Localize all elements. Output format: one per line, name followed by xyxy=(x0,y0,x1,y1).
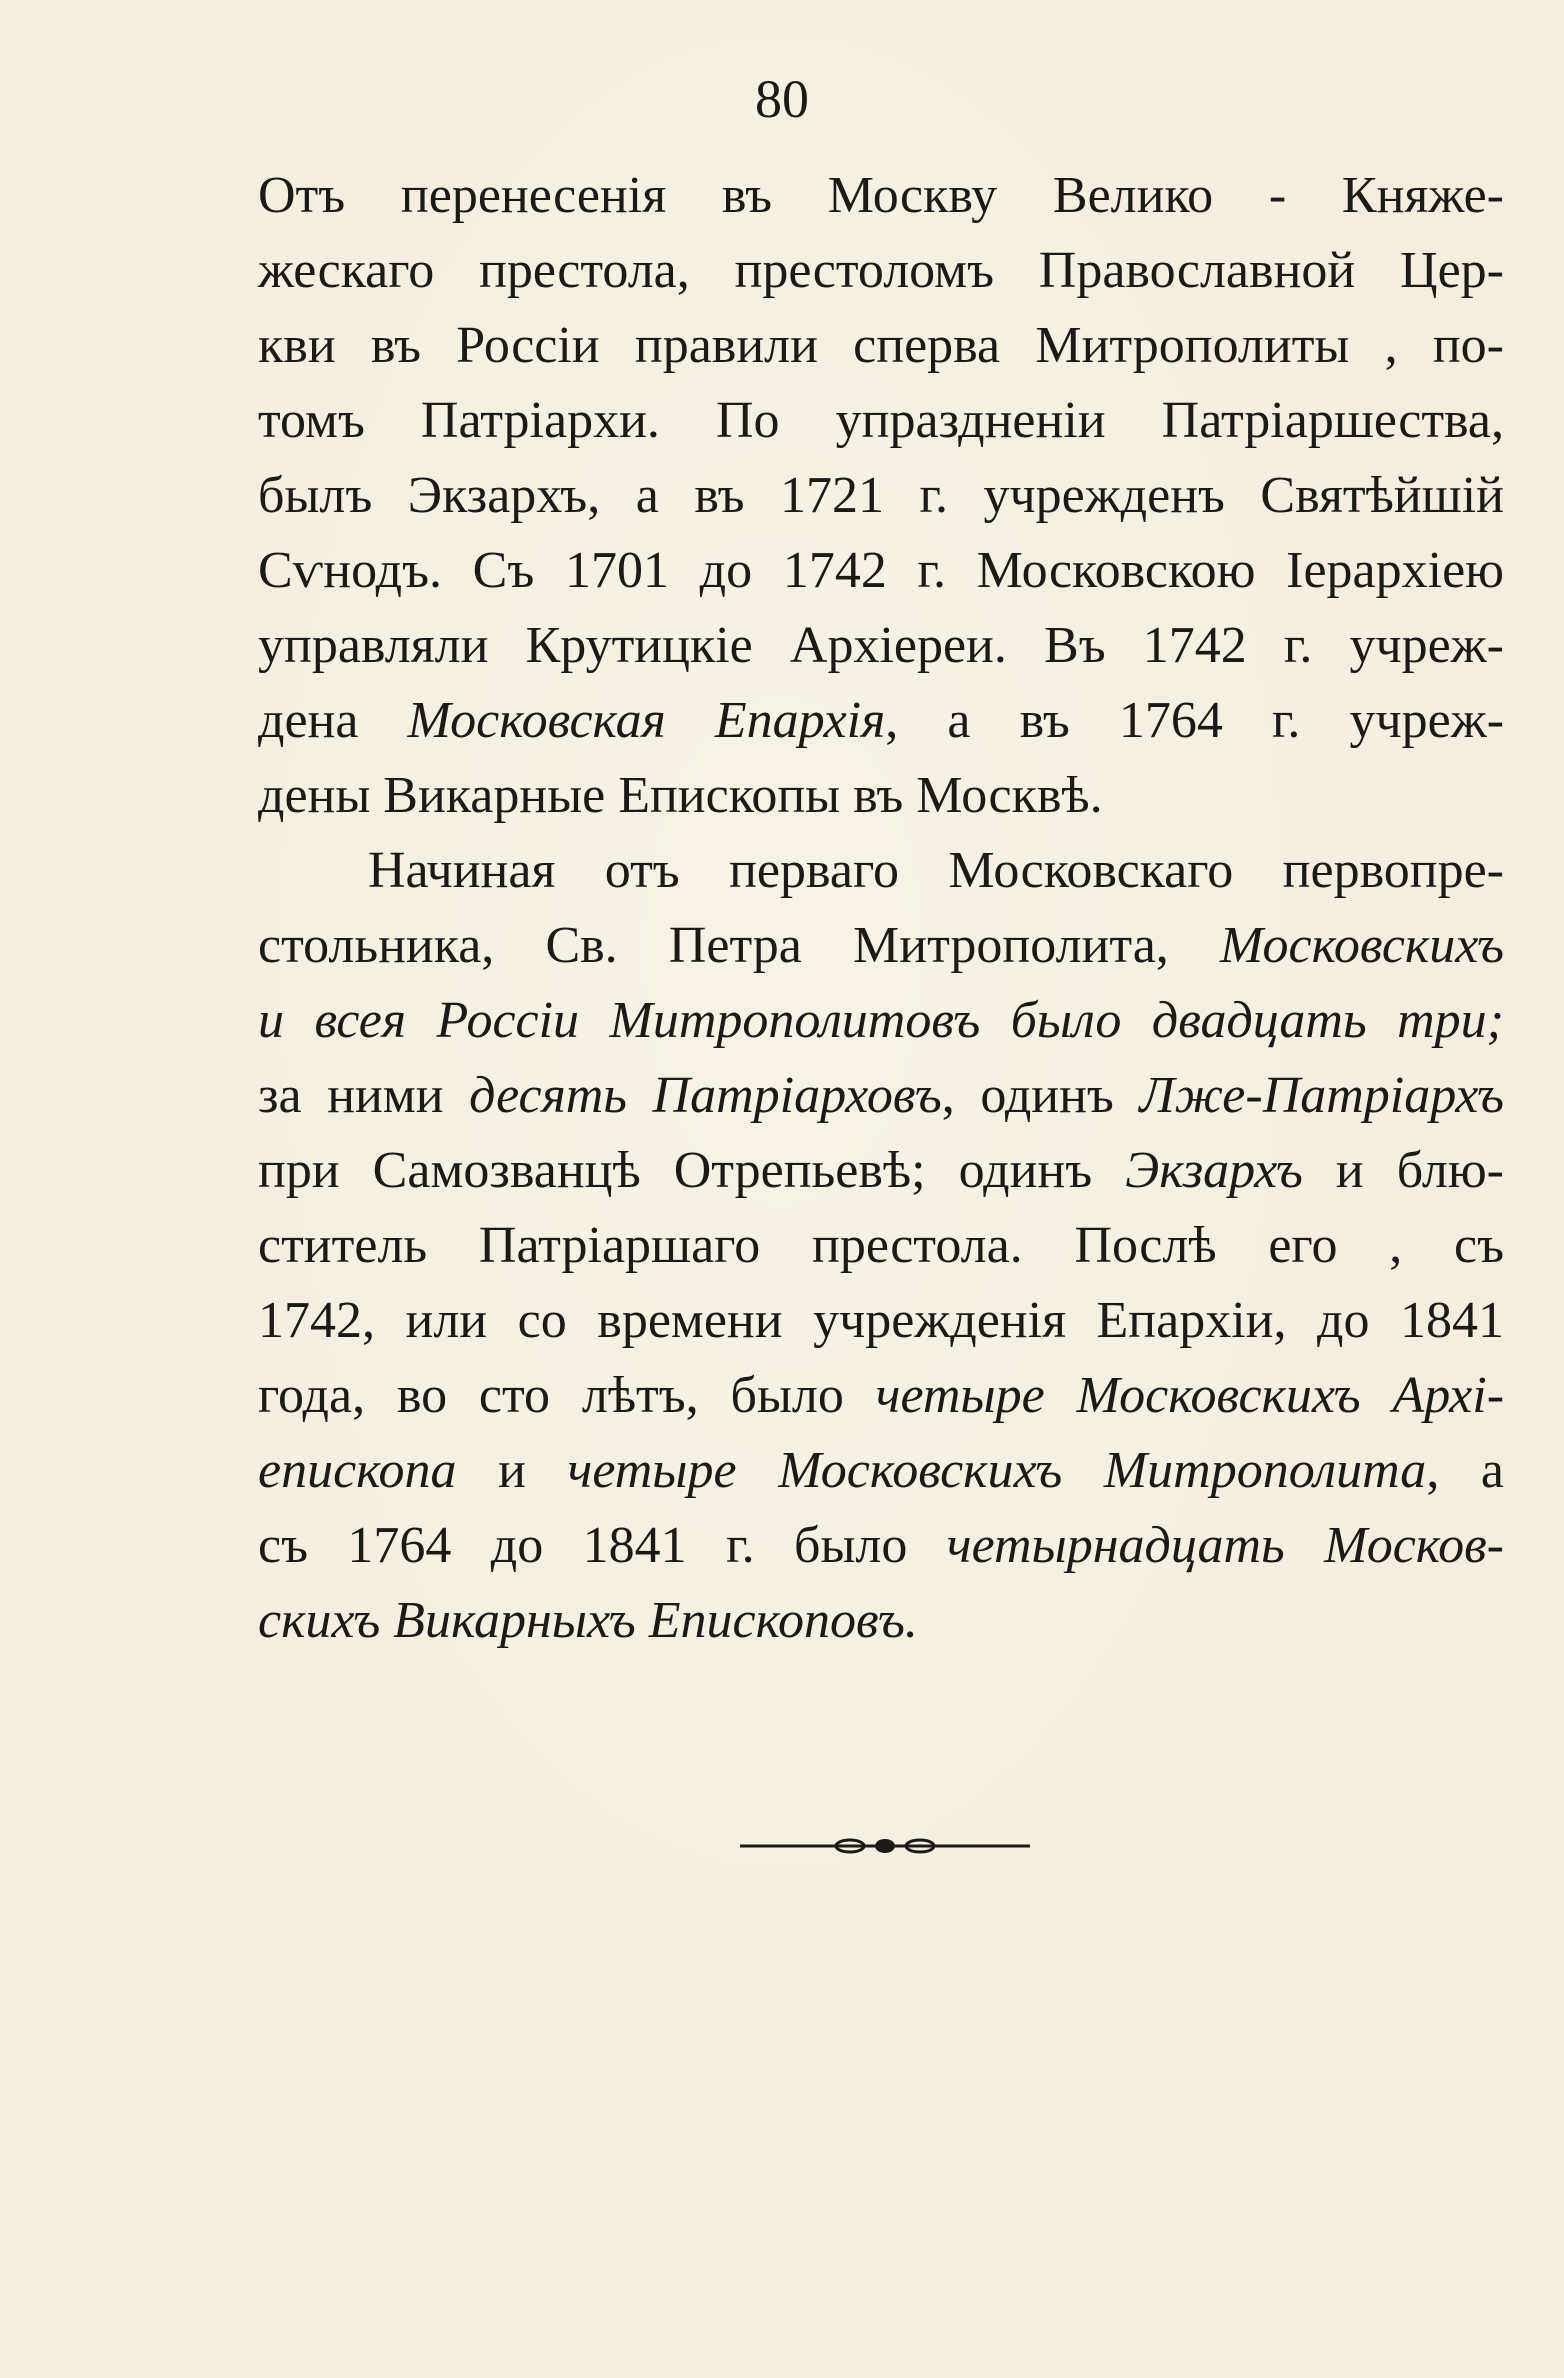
text-segment: и xyxy=(456,1442,568,1499)
italic-text: и всея Россіи Митрополитовъ было двадцать три; xyxy=(258,992,1504,1049)
text-segment: ститель Патріаршаго престола. Послѣ его , съ xyxy=(258,1217,1504,1274)
text-line xyxy=(258,308,1504,383)
text-segment: за ними xyxy=(258,1067,470,1124)
text-line xyxy=(258,1583,1504,1658)
italic-text: четыре Московскихъ Митрополита xyxy=(567,1442,1427,1499)
paragraph xyxy=(258,833,1504,1658)
text-line xyxy=(258,1208,1504,1283)
text-segment: жескаго престола, престоломъ Православной Цер- xyxy=(258,242,1504,299)
body-text xyxy=(258,158,1504,1658)
text-line xyxy=(258,1133,1504,1208)
italic-text: епископа xyxy=(258,1442,457,1499)
text-line xyxy=(258,158,1504,233)
text-segment: съ 1764 до 1841 г. было xyxy=(258,1517,947,1574)
italic-text: десять Патріарховъ xyxy=(469,1067,942,1124)
italic-text: Экзархъ xyxy=(1125,1142,1303,1199)
text-line xyxy=(258,1283,1504,1358)
italic-text: Московская Епархія xyxy=(407,692,886,749)
italic-text: Лже-Патріархъ xyxy=(1139,1067,1504,1124)
italic-text: четырнадцать Москов- xyxy=(946,1517,1505,1574)
text-line xyxy=(258,1358,1504,1433)
text-segment: управляли Крутицкіе Архіереи. Въ 1742 г. учреж- xyxy=(258,617,1504,674)
text-line xyxy=(258,1058,1504,1133)
text-segment: Отъ перенесенія въ Москву Велико - Княже- xyxy=(258,167,1504,224)
text-segment: 1742, или со времени учрежденія Епархіи, до 1841 xyxy=(258,1292,1504,1349)
ornamental-divider xyxy=(740,1836,1030,1856)
text-segment: Начиная отъ перваго Московскаго первопре- xyxy=(368,842,1504,899)
paragraph xyxy=(258,158,1504,833)
text-segment: томъ Патріархи. По упраздненіи Патріаршества, xyxy=(258,392,1504,449)
text-segment: былъ Экзархъ, а въ 1721 г. учрежденъ Святѣйшій xyxy=(258,467,1504,524)
text-segment: и блю- xyxy=(1302,1142,1504,1199)
text-segment: кви въ Россіи правили сперва Митрополиты , по- xyxy=(258,317,1504,374)
italic-text: четыре Московскихъ Архі- xyxy=(875,1367,1505,1424)
italic-text: скихъ Викарныхъ Епископовъ. xyxy=(258,1592,918,1649)
text-segment: стольника, Св. Петра Митрополита, xyxy=(258,917,1220,974)
italic-text: Московскихъ xyxy=(1219,917,1504,974)
text-line xyxy=(258,383,1504,458)
text-segment: при Самозванцѣ Отрепьевѣ; одинъ xyxy=(258,1142,1126,1199)
text-line xyxy=(258,1433,1504,1508)
text-segment: , а xyxy=(1426,1442,1504,1499)
text-line xyxy=(258,1508,1504,1583)
text-segment: года, во сто лѣтъ, было xyxy=(258,1367,876,1424)
text-line xyxy=(258,458,1504,533)
text-segment: , а въ 1764 г. учреж- xyxy=(885,692,1505,749)
text-line xyxy=(258,833,1504,908)
page-number: 80 xyxy=(755,69,809,129)
text-line xyxy=(258,908,1504,983)
text-line xyxy=(258,758,1504,833)
text-line xyxy=(258,983,1504,1058)
text-segment: дена xyxy=(258,692,408,749)
text-line xyxy=(258,233,1504,308)
text-segment: , одинъ xyxy=(941,1067,1140,1124)
text-segment: Сѵнодъ. Съ 1701 до 1742 г. Московскою Іерархіею xyxy=(258,542,1504,599)
text-line xyxy=(258,608,1504,683)
text-line xyxy=(258,683,1504,758)
text-line xyxy=(258,533,1504,608)
text-segment: дены Викарные Епископы въ Москвѣ. xyxy=(258,767,1103,824)
